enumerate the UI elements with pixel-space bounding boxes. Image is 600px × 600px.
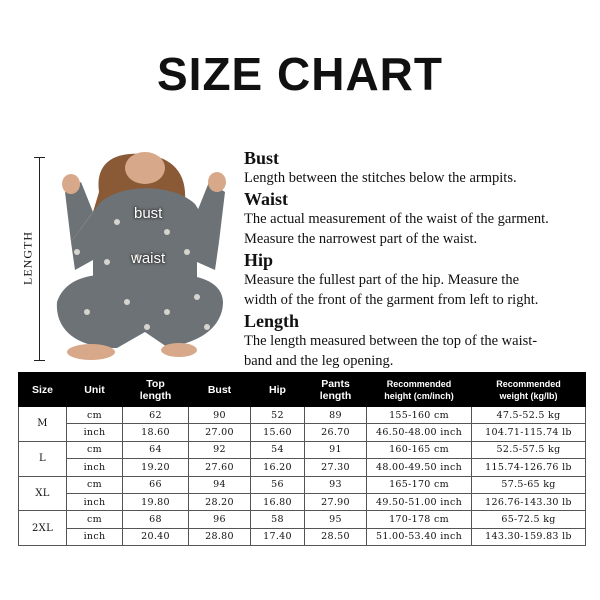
header-size: Size	[19, 373, 67, 407]
bust-term: Bust	[244, 148, 280, 168]
unit-cell: inch	[67, 493, 123, 510]
bust-cell: 28.80	[189, 528, 251, 545]
weight-cell: 57.5-65 kg	[472, 476, 586, 493]
weight-cell: 52.5-57.5 kg	[472, 441, 586, 458]
unit-cell: cm	[67, 476, 123, 493]
top-length-cell: 62	[123, 407, 189, 424]
unit-cell: inch	[67, 528, 123, 545]
length-definition-line: band and the leg opening.	[244, 353, 394, 369]
table-row	[19, 459, 586, 476]
pants-length-cell: 91	[305, 441, 367, 458]
length-term: Length	[244, 310, 300, 331]
unit-cell: cm	[67, 441, 123, 458]
hip-definition-line: width of the front of the garment from left to right.	[244, 292, 539, 308]
unit-cell: cm	[67, 407, 123, 424]
height-cell: 155-160 cm	[367, 407, 472, 424]
table-header-row	[19, 373, 586, 407]
hip-cell: 54	[251, 441, 305, 458]
unit-cell: inch	[67, 459, 123, 476]
hip-term: Hip	[244, 249, 274, 270]
bust-cell: 28.20	[189, 493, 251, 510]
height-cell: 49.50-51.00 inch	[367, 493, 472, 510]
unit-cell: cm	[67, 511, 123, 528]
header-recommended-weight: Recommended weight (kg/lb)	[472, 373, 586, 407]
top-length-cell: 20.40	[123, 528, 189, 545]
header-pants-length: Pants length	[305, 373, 367, 407]
top-length-cell: 18.60	[123, 424, 189, 441]
hip-cell: 17.40	[251, 528, 305, 545]
bust-cell: 27.00	[189, 424, 251, 441]
header-recommended-height: Recommended height (cm/inch)	[367, 373, 472, 407]
table-row	[19, 476, 586, 493]
pants-length-cell: 27.30	[305, 459, 367, 476]
product-photo	[47, 152, 234, 363]
header-hip: Hip	[251, 373, 305, 407]
pants-length-cell: 27.90	[305, 493, 367, 510]
length-definition-line: The length measured between the top of the waist-	[244, 332, 538, 349]
weight-cell: 115.74-126.76 lb	[472, 459, 586, 476]
waist-definition-line: Measure the narrowest part of the waist.	[244, 231, 478, 247]
page-title: SIZE CHART	[157, 48, 443, 100]
size-cell: M	[19, 407, 67, 442]
top-length-cell: 68	[123, 511, 189, 528]
bust-cell: 27.60	[189, 459, 251, 476]
bust-cell: 96	[189, 511, 251, 528]
hip-cell: 52	[251, 407, 305, 424]
weight-cell: 143.30-159.83 lb	[472, 528, 586, 545]
hip-cell: 15.60	[251, 424, 305, 441]
top-length-cell: 64	[123, 441, 189, 458]
height-cell: 165-170 cm	[367, 476, 472, 493]
height-cell: 46.50-48.00 inch	[367, 424, 472, 441]
waist-label: waist	[131, 250, 166, 267]
table-row	[19, 511, 586, 528]
unit-cell: inch	[67, 424, 123, 441]
hip-cell: 56	[251, 476, 305, 493]
weight-cell: 47.5-52.5 kg	[472, 407, 586, 424]
header-bust: Bust	[189, 373, 251, 407]
pants-length-cell: 95	[305, 511, 367, 528]
size-cell: 2XL	[19, 511, 67, 546]
bust-cell: 90	[189, 407, 251, 424]
length-line	[39, 157, 40, 360]
table-row	[19, 407, 586, 424]
weight-cell: 65-72.5 kg	[472, 511, 586, 528]
waist-term: Waist	[244, 188, 289, 209]
size-cell: XL	[19, 476, 67, 511]
table-row	[19, 424, 586, 441]
hip-cell: 16.20	[251, 459, 305, 476]
pants-length-cell: 28.50	[305, 528, 367, 545]
header-unit: Unit	[67, 373, 123, 407]
weight-cell: 126.76-143.30 lb	[472, 493, 586, 510]
pants-length-cell: 26.70	[305, 424, 367, 441]
size-cell: L	[19, 441, 67, 476]
measurement-definitions	[244, 148, 594, 372]
bust-label: bust	[134, 205, 163, 222]
pants-length-cell: 93	[305, 476, 367, 493]
height-cell: 51.00-53.40 inch	[367, 528, 472, 545]
length-bottom-tick	[34, 360, 45, 361]
header-top-length: Top length	[123, 373, 189, 407]
table-row	[19, 441, 586, 458]
table-row	[19, 528, 586, 545]
weight-cell: 104.71-115.74 lb	[472, 424, 586, 441]
height-cell: 48.00-49.50 inch	[367, 459, 472, 476]
hip-cell: 58	[251, 511, 305, 528]
top-length-cell: 19.80	[123, 493, 189, 510]
length-label: LENGTH	[20, 231, 35, 285]
hip-cell: 16.80	[251, 493, 305, 510]
bust-cell: 94	[189, 476, 251, 493]
table-row	[19, 493, 586, 510]
top-length-cell: 66	[123, 476, 189, 493]
pants-length-cell: 89	[305, 407, 367, 424]
height-cell: 170-178 cm	[367, 511, 472, 528]
top-length-cell: 19.20	[123, 459, 189, 476]
bust-cell: 92	[189, 441, 251, 458]
hip-definition-line: Measure the fullest part of the hip. Measure the	[244, 271, 520, 288]
height-cell: 160-165 cm	[367, 441, 472, 458]
waist-definition-line: The actual measurement of the waist of the garment.	[244, 210, 549, 227]
size-table	[18, 372, 586, 546]
bust-definition: Length between the stitches below the armpits.	[244, 170, 517, 186]
